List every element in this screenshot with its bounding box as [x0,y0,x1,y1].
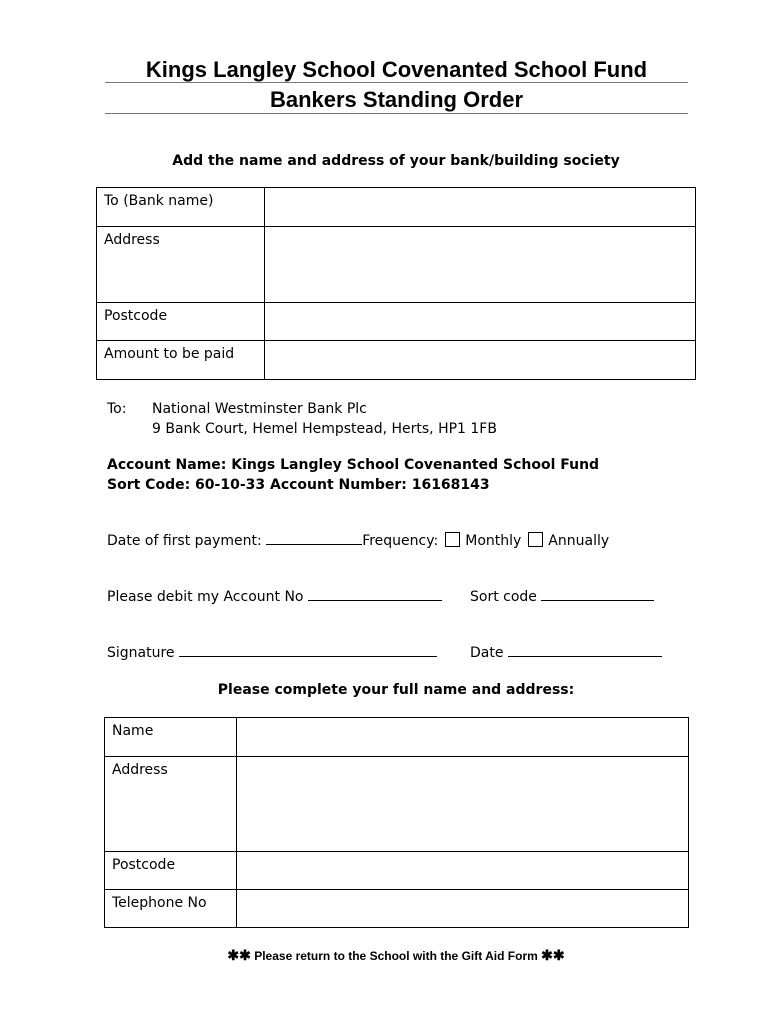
table-row [97,188,696,227]
table-row [105,718,689,757]
postcode-label: Postcode [105,852,237,890]
annually-label: Annually [548,533,610,549]
bank-postcode-label: Postcode [97,303,265,341]
bank-name-label: To (Bank name) [97,188,265,227]
signature-row [107,643,437,663]
sort-account-line: Sort Code: 60-10-33 Account Number: 16168143 [107,477,490,493]
sort-code-label: Sort code [470,589,537,605]
frequency-label: Frequency: [362,533,439,549]
payee-bank-address: 9 Bank Court, Hemel Hempstead, Herts, HP1 1FB [152,421,497,437]
form-title: Kings Langley School Covenanted School Fund [145,57,648,82]
sort-code-row [470,587,654,607]
payee-to-label: To: [107,401,127,417]
annually-checkbox[interactable] [528,532,543,547]
return-note-text: Please return to the School with the Gift Aid Form [254,949,538,963]
debit-account-label: Please debit my Account No [107,589,304,605]
bank-details-table [96,187,696,380]
title-divider-bottom [105,113,688,114]
monthly-label: Monthly [465,533,522,549]
debit-account-blank[interactable] [308,588,442,601]
telephone-field[interactable] [237,890,689,928]
asterisk-icon: ✱✱ [227,947,251,963]
table-row [97,227,696,303]
title-divider-top [105,82,688,83]
personal-details-table [104,717,689,928]
amount-label: Amount to be paid [97,341,265,380]
asterisk-icon: ✱✱ [541,947,565,963]
form-subtitle: Bankers Standing Order [269,87,524,112]
address-field[interactable] [237,757,689,852]
date-row [470,643,662,663]
bank-name-field[interactable] [265,188,696,227]
personal-section-heading: Please complete your full name and address: [217,682,575,698]
table-row [97,341,696,380]
return-note [0,945,770,966]
address-label: Address [105,757,237,852]
postcode-field[interactable] [237,852,689,890]
name-field[interactable] [237,718,689,757]
bank-address-label: Address [97,227,265,303]
signature-blank[interactable] [179,644,437,657]
sort-code-blank[interactable] [541,588,654,601]
signature-label: Signature [107,645,175,661]
name-label: Name [105,718,237,757]
table-row [105,852,689,890]
table-row [97,303,696,341]
payee-bank-name: National Westminster Bank Plc [152,401,367,417]
date-blank[interactable] [508,644,662,657]
table-row [105,890,689,928]
first-payment-label: Date of first payment: [107,533,262,549]
date-label: Date [470,645,504,661]
account-name-line: Account Name: Kings Langley School Covenanted School Fund [107,457,600,473]
first-payment-blank[interactable] [266,532,362,545]
table-row [105,757,689,852]
debit-account-row [107,587,442,607]
monthly-checkbox[interactable] [445,532,460,547]
bank-postcode-field[interactable] [265,303,696,341]
first-payment-row [107,531,609,551]
amount-field[interactable] [265,341,696,380]
bank-section-heading: Add the name and address of your bank/building society [172,153,620,169]
bank-address-field[interactable] [265,227,696,303]
telephone-label: Telephone No [105,890,237,928]
